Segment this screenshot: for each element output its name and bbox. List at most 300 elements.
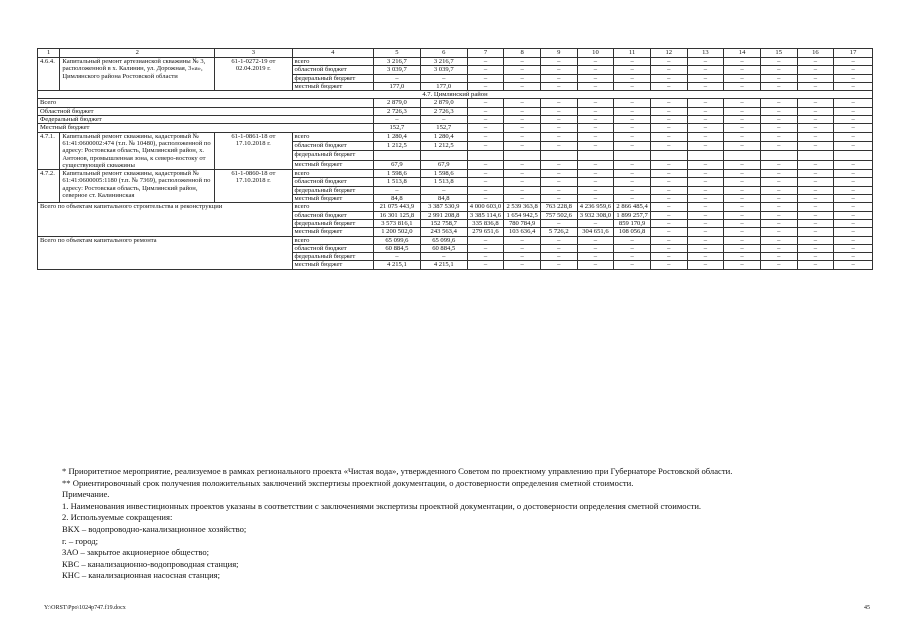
summary-row [38, 203, 873, 211]
value-cell: – [760, 228, 797, 236]
value-cell: – [614, 116, 651, 124]
value-cell: – [834, 195, 873, 203]
value-cell: – [614, 82, 651, 90]
value-cell: – [834, 244, 873, 252]
value-cell: – [724, 186, 761, 194]
value-cell: – [614, 99, 651, 107]
value-cell: – [650, 178, 687, 186]
value-cell: – [504, 124, 541, 132]
value-cell: – [467, 186, 504, 194]
value-cell: 108 056,8 [614, 228, 651, 236]
value-cell: – [650, 186, 687, 194]
value-cell: 103 636,4 [504, 228, 541, 236]
funding-source: всего [292, 203, 373, 211]
note-line: ВКХ – водопроводно-канализационное хозяйство; [62, 523, 247, 534]
value-cell: 2 726,3 [373, 107, 420, 115]
value-cell: – [650, 203, 687, 211]
value-cell: – [577, 236, 614, 244]
value-cell: – [614, 132, 651, 141]
value-cell: – [614, 58, 651, 66]
value-cell: – [834, 170, 873, 178]
value-cell: – [834, 186, 873, 194]
value-cell: – [373, 253, 420, 261]
value-cell: – [420, 253, 467, 261]
value-cell: – [373, 74, 420, 82]
value-cell: – [504, 142, 541, 151]
value-cell: – [614, 186, 651, 194]
value-cell: – [724, 236, 761, 244]
column-number: 2 [60, 49, 215, 58]
value-cell: – [540, 195, 577, 203]
value-cell: – [760, 186, 797, 194]
value-cell: – [724, 74, 761, 82]
value-cell: – [797, 219, 834, 227]
value-cell: 2 539 363,8 [504, 203, 541, 211]
funding-source: областной бюджет [292, 244, 373, 252]
value-cell: 1 280,4 [373, 132, 420, 141]
value-cell: – [834, 178, 873, 186]
value-cell: – [540, 82, 577, 90]
value-cell: – [614, 236, 651, 244]
value-cell: – [540, 186, 577, 194]
value-cell: – [540, 236, 577, 244]
value-cell: – [577, 195, 614, 203]
funding-source: всего [292, 236, 373, 244]
value-cell: – [504, 178, 541, 186]
value-cell [540, 151, 577, 160]
value-cell: 3 216,7 [373, 58, 420, 66]
value-cell: – [797, 107, 834, 115]
value-cell [687, 151, 724, 160]
value-cell: 4 236 959,6 [577, 203, 614, 211]
value-cell: 1 598,6 [420, 170, 467, 178]
value-cell [577, 151, 614, 160]
funding-source: федеральный бюджет [292, 74, 373, 82]
summary-label: Всего по объектам капитального ремонта [38, 236, 293, 269]
value-cell: – [760, 107, 797, 115]
value-cell: 60 884,5 [420, 244, 467, 252]
value-cell: – [687, 142, 724, 151]
value-cell: – [797, 142, 834, 151]
value-cell: – [540, 244, 577, 252]
column-number: 3 [215, 49, 292, 58]
total-label: Всего [38, 99, 374, 107]
value-cell: – [834, 236, 873, 244]
column-number-row [38, 49, 873, 58]
value-cell: – [834, 253, 873, 261]
value-cell: – [650, 195, 687, 203]
value-cell: – [687, 219, 724, 227]
total-row [38, 116, 873, 124]
value-cell: – [760, 66, 797, 74]
value-cell: – [834, 160, 873, 169]
value-cell: – [577, 66, 614, 74]
value-cell: – [540, 253, 577, 261]
value-cell: – [540, 116, 577, 124]
summary-label: Всего по объектам капитального строительства и реконструкции [38, 203, 293, 236]
value-cell [420, 151, 467, 160]
value-cell: – [614, 107, 651, 115]
value-cell: – [467, 170, 504, 178]
value-cell: 2 866 485,4 [614, 203, 651, 211]
value-cell: – [687, 160, 724, 169]
value-cell: – [540, 178, 577, 186]
value-cell: – [760, 132, 797, 141]
project-id: 4.6.4. [38, 58, 60, 91]
value-cell: – [504, 160, 541, 169]
investment-table [37, 48, 873, 270]
value-cell: – [834, 132, 873, 141]
total-label: Местный бюджет [38, 124, 374, 132]
value-cell: – [650, 66, 687, 74]
value-cell: – [650, 99, 687, 107]
value-cell: 60 884,5 [373, 244, 420, 252]
value-cell: – [540, 107, 577, 115]
value-cell: 177,0 [420, 82, 467, 90]
value-cell: 1 598,6 [373, 170, 420, 178]
value-cell: – [687, 178, 724, 186]
value-cell: – [760, 178, 797, 186]
value-cell: – [687, 66, 724, 74]
value-cell: – [834, 219, 873, 227]
value-cell: – [614, 142, 651, 151]
value-cell: 304 651,6 [577, 228, 614, 236]
value-cell: – [614, 160, 651, 169]
note-line: ** Ориентировочный срок получения положительных заключений экспертизы проектной документации, о достоверности определения сметной стоимости. [62, 477, 634, 488]
value-cell: 243 563,4 [420, 228, 467, 236]
value-cell: – [687, 261, 724, 269]
value-cell: 780 784,9 [504, 219, 541, 227]
value-cell [760, 151, 797, 160]
value-cell: 177,0 [373, 82, 420, 90]
value-cell: – [504, 132, 541, 141]
value-cell: 65 099,6 [373, 236, 420, 244]
project-id: 4.7.2. [38, 170, 60, 203]
column-number: 5 [373, 49, 420, 58]
value-cell: – [540, 142, 577, 151]
note-line: 2. Используемые сокращения: [62, 512, 173, 523]
value-cell: – [540, 170, 577, 178]
project-name: Капитальный ремонт артезианской скважины № 3, расположенной в х. Калинин, ул. Дорожная, 3«а», Цимлянского района Ростовской области [60, 58, 215, 91]
value-cell: – [797, 178, 834, 186]
value-cell: – [724, 253, 761, 261]
total-row [38, 99, 873, 107]
value-cell: – [760, 261, 797, 269]
value-cell: – [577, 99, 614, 107]
value-cell: – [650, 211, 687, 219]
value-cell: – [650, 170, 687, 178]
column-number: 15 [760, 49, 797, 58]
value-cell: – [760, 74, 797, 82]
column-number: 14 [724, 49, 761, 58]
note-line: г. – город; [62, 535, 99, 546]
value-cell: – [834, 116, 873, 124]
value-cell: – [760, 195, 797, 203]
value-cell: 84,8 [420, 195, 467, 203]
funding-source: местный бюджет [292, 160, 373, 169]
value-cell: – [724, 116, 761, 124]
funding-source: всего [292, 58, 373, 66]
value-cell: – [687, 253, 724, 261]
column-number: 16 [797, 49, 834, 58]
value-cell: – [760, 244, 797, 252]
value-cell: – [614, 244, 651, 252]
column-number: 6 [420, 49, 467, 58]
value-cell: 1 513,8 [420, 178, 467, 186]
value-cell: – [650, 219, 687, 227]
value-cell: – [650, 107, 687, 115]
note-line: КНС – канализационная насосная станция; [62, 570, 221, 581]
value-cell: – [724, 58, 761, 66]
value-cell: – [724, 107, 761, 115]
value-cell: 3 573 816,1 [373, 219, 420, 227]
value-cell: – [614, 66, 651, 74]
value-cell: – [650, 244, 687, 252]
value-cell: – [724, 178, 761, 186]
value-cell: – [724, 244, 761, 252]
project-code: 61-1-0860-18 от 17.10.2018 г. [215, 170, 292, 203]
value-cell: – [834, 66, 873, 74]
value-cell: – [614, 74, 651, 82]
value-cell: – [797, 211, 834, 219]
value-cell: – [650, 82, 687, 90]
value-cell: – [834, 228, 873, 236]
section-title: 4.7. Цимлянский район [38, 91, 873, 99]
value-cell: – [373, 186, 420, 194]
value-cell: – [650, 132, 687, 141]
value-cell: – [577, 244, 614, 252]
value-cell: – [467, 107, 504, 115]
value-cell: 152 758,7 [420, 219, 467, 227]
value-cell: 152,7 [420, 124, 467, 132]
value-cell: – [540, 66, 577, 74]
value-cell: – [687, 186, 724, 194]
value-cell: – [797, 82, 834, 90]
value-cell: – [614, 261, 651, 269]
value-cell: – [724, 132, 761, 141]
value-cell: – [504, 261, 541, 269]
value-cell: – [797, 74, 834, 82]
value-cell [373, 151, 420, 160]
notes-block [62, 466, 862, 582]
funding-source: всего [292, 132, 373, 141]
total-label: Областной бюджет [38, 107, 374, 115]
value-cell: – [797, 58, 834, 66]
column-number: 17 [834, 49, 873, 58]
value-cell: – [760, 99, 797, 107]
column-number: 7 [467, 49, 504, 58]
column-number: 13 [687, 49, 724, 58]
file-path: Y:\ORST\Ppo\1024p747.f19.docx [44, 605, 126, 611]
value-cell [724, 151, 761, 160]
value-cell: – [504, 244, 541, 252]
value-cell: – [467, 66, 504, 74]
project-row [38, 132, 873, 141]
funding-source: всего [292, 170, 373, 178]
value-cell: 335 836,8 [467, 219, 504, 227]
funding-source: местный бюджет [292, 228, 373, 236]
value-cell: – [797, 203, 834, 211]
funding-source: федеральный бюджет [292, 219, 373, 227]
value-cell: – [724, 203, 761, 211]
value-cell: – [467, 160, 504, 169]
funding-source: местный бюджет [292, 195, 373, 203]
value-cell: – [724, 261, 761, 269]
value-cell: – [760, 170, 797, 178]
column-number: 10 [577, 49, 614, 58]
value-cell: 3 932 308,0 [577, 211, 614, 219]
value-cell: – [797, 236, 834, 244]
value-cell: – [687, 170, 724, 178]
value-cell: – [420, 116, 467, 124]
value-cell: – [724, 170, 761, 178]
value-cell: 1 654 942,5 [504, 211, 541, 219]
value-cell: – [834, 58, 873, 66]
value-cell: – [760, 253, 797, 261]
funding-source: местный бюджет [292, 261, 373, 269]
value-cell: – [540, 160, 577, 169]
value-cell: – [797, 124, 834, 132]
value-cell: – [724, 228, 761, 236]
funding-source: областной бюджет [292, 142, 373, 151]
column-number: 8 [504, 49, 541, 58]
value-cell [650, 151, 687, 160]
value-cell: – [467, 132, 504, 141]
value-cell: 2 879,0 [420, 99, 467, 107]
value-cell: – [504, 107, 541, 115]
value-cell: – [797, 253, 834, 261]
value-cell: – [577, 178, 614, 186]
value-cell: – [540, 74, 577, 82]
value-cell: – [504, 195, 541, 203]
value-cell: – [467, 142, 504, 151]
value-cell: – [577, 160, 614, 169]
value-cell: – [687, 74, 724, 82]
project-row [38, 58, 873, 66]
value-cell: – [650, 142, 687, 151]
value-cell: – [540, 261, 577, 269]
value-cell: 2 879,0 [373, 99, 420, 107]
value-cell: – [467, 116, 504, 124]
value-cell: – [577, 261, 614, 269]
value-cell: 3 039,7 [420, 66, 467, 74]
value-cell: – [577, 124, 614, 132]
value-cell: 65 099,6 [420, 236, 467, 244]
funding-source: федеральный бюджет [292, 186, 373, 194]
note-line: Примечание. [62, 489, 110, 500]
value-cell: – [504, 58, 541, 66]
value-cell: – [834, 99, 873, 107]
value-cell: 67,9 [373, 160, 420, 169]
value-cell: – [797, 195, 834, 203]
value-cell: 3 216,7 [420, 58, 467, 66]
total-label: Федеральный бюджет [38, 116, 374, 124]
note-line: ЗАО – закрытое акционерное общество; [62, 547, 210, 558]
value-cell: – [687, 211, 724, 219]
value-cell: 84,8 [373, 195, 420, 203]
value-cell: – [797, 160, 834, 169]
value-cell: – [724, 99, 761, 107]
value-cell: – [577, 186, 614, 194]
value-cell: – [540, 99, 577, 107]
value-cell: – [614, 124, 651, 132]
value-cell: – [687, 132, 724, 141]
value-cell: – [577, 82, 614, 90]
value-cell: 1 212,5 [373, 142, 420, 151]
value-cell: – [834, 107, 873, 115]
note-line: КВС – канализационно-водопроводная станция; [62, 558, 239, 569]
value-cell: – [650, 124, 687, 132]
value-cell: – [650, 253, 687, 261]
funding-source: областной бюджет [292, 178, 373, 186]
value-cell: – [467, 178, 504, 186]
value-cell: – [650, 116, 687, 124]
value-cell: – [797, 228, 834, 236]
project-row [38, 170, 873, 178]
value-cell: 1 899 257,7 [614, 211, 651, 219]
value-cell: – [797, 132, 834, 141]
value-cell: – [540, 219, 577, 227]
section-row [38, 91, 873, 99]
value-cell: – [467, 195, 504, 203]
project-code: 61-1-0861-18 от 17.10.2018 г. [215, 132, 292, 169]
value-cell: – [687, 82, 724, 90]
value-cell: – [504, 99, 541, 107]
value-cell: – [650, 261, 687, 269]
value-cell: – [467, 244, 504, 252]
value-cell: – [650, 236, 687, 244]
project-name: Капитальный ремонт скважины, кадастровый № 61:41:0600005:1180 (т.п. № 7369), расположенной по адресу: Ростовская область, Цимлянский район, северное ст. Калининская [60, 170, 215, 203]
value-cell: – [687, 124, 724, 132]
value-cell: – [797, 66, 834, 74]
value-cell: – [687, 236, 724, 244]
value-cell: – [834, 82, 873, 90]
value-cell: – [687, 116, 724, 124]
value-cell: – [504, 186, 541, 194]
value-cell: – [373, 116, 420, 124]
value-cell: – [760, 160, 797, 169]
value-cell: – [504, 116, 541, 124]
value-cell: 4 215,1 [373, 261, 420, 269]
value-cell: 859 170,9 [614, 219, 651, 227]
value-cell: – [420, 186, 467, 194]
value-cell: – [724, 124, 761, 132]
value-cell: – [760, 236, 797, 244]
value-cell: – [724, 142, 761, 151]
note-line: * Приоритетное мероприятие, реализуемое в рамках регионального проекта «Чистая вода», утвержденного Советом по проектному управлению при Губернаторе Ростовской области. [62, 466, 733, 476]
value-cell: – [650, 74, 687, 82]
value-cell: – [504, 66, 541, 74]
column-number: 9 [540, 49, 577, 58]
value-cell: – [540, 58, 577, 66]
value-cell: – [724, 82, 761, 90]
total-row [38, 124, 873, 132]
value-cell: – [504, 82, 541, 90]
value-cell: – [467, 99, 504, 107]
note-line: 1. Наименования инвестиционных проектов указаны в соответствии с заключениями экспертизы проектной документации, о достоверности определения сметной стоимости. [62, 500, 702, 511]
value-cell: – [834, 124, 873, 132]
value-cell: – [467, 261, 504, 269]
value-cell: – [504, 236, 541, 244]
column-number: 12 [650, 49, 687, 58]
page-number: 45 [864, 605, 870, 611]
funding-source: федеральный бюджет [292, 151, 373, 160]
value-cell: 21 075 443,9 [373, 203, 420, 211]
column-number: 11 [614, 49, 651, 58]
value-cell: – [687, 195, 724, 203]
value-cell: – [577, 116, 614, 124]
value-cell: – [467, 74, 504, 82]
